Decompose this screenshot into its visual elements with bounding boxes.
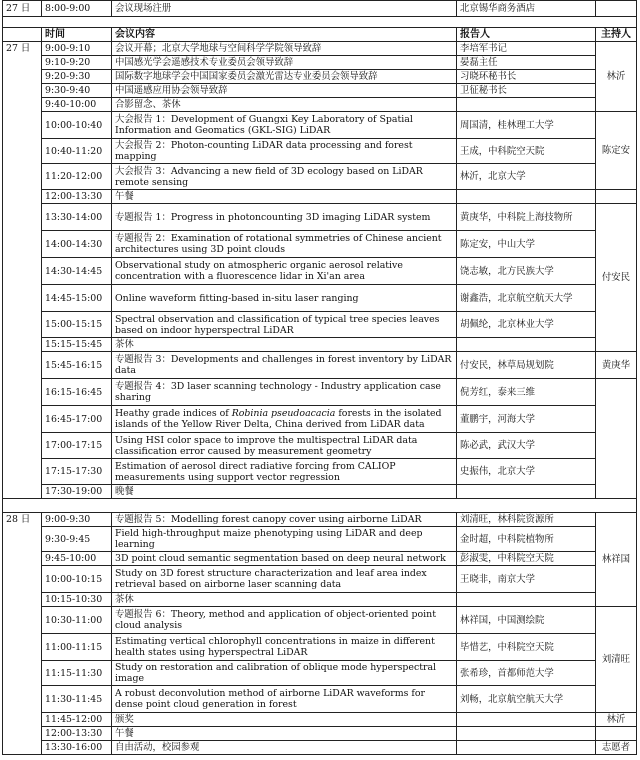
time-cell: 15:45-16:15: [42, 352, 112, 379]
speaker-cell: 习晓环秘书长: [457, 70, 596, 84]
time-cell: 17:15-17:30: [42, 459, 112, 485]
spacer-row: [3, 17, 637, 28]
table-row: [3, 527, 637, 552]
speaker-cell: 北京锡华商务酒店: [457, 1, 596, 17]
table-row: [3, 70, 637, 84]
table-row: [3, 593, 637, 607]
time-cell: 11:00-11:15: [42, 634, 112, 661]
table-row: [3, 112, 637, 139]
host-cell: 付安民: [596, 204, 637, 352]
table-row: [3, 433, 637, 459]
table-row: [3, 231, 637, 258]
speaker-cell: [457, 741, 596, 755]
time-cell: 9:30-9:45: [42, 527, 112, 552]
content-cell: 大会报告 3：Advancing a new field of 3D ecology based on LiDAR remote sensing: [112, 164, 457, 190]
content-cell: 专题报告 6：Theory, method and application of object-oriented point cloud analysis: [112, 607, 457, 634]
time-cell: 9:20-9:30: [42, 70, 112, 84]
day-label: 27 日: [3, 1, 42, 17]
table-row: [3, 513, 637, 527]
content-cell: 大会报告 2：Photon-counting LiDAR data processing and forest mapping: [112, 139, 457, 164]
time-cell: 13:30-14:00: [42, 204, 112, 231]
table-row: [3, 338, 637, 352]
speaker-cell: [457, 190, 596, 204]
time-cell: 15:15-15:45: [42, 338, 112, 352]
content-cell: [112, 406, 457, 433]
host-cell: 林沂: [596, 713, 637, 727]
content-cell: Estimating vertical chlorophyll concentrations in maize in different health states using hyperspectral LiDAR: [112, 634, 457, 661]
speaker-cell: 刘清旺，林科院资源所: [457, 513, 596, 527]
table-row: [3, 285, 637, 312]
speaker-cell: [457, 338, 596, 352]
content-cell: Study on 3D forest structure characterization and leaf area index retrieval based on airborne laser scanning data: [112, 566, 457, 593]
content-cell: Online waveform fitting-based in-situ laser ranging: [112, 285, 457, 312]
time-cell: 10:40-11:20: [42, 139, 112, 164]
content-cell: 中国感光学会遥感技术专业委员会领导致辞: [112, 56, 457, 70]
speaker-cell: 董鹏宇，河海大学: [457, 406, 596, 433]
host-cell: [596, 379, 637, 499]
host-cell: 林祥国: [596, 513, 637, 607]
time-cell: 9:00-9:30: [42, 513, 112, 527]
content-text: forests in the isolated islands of the Yellow River Delta, China derived from LiDAR data: [115, 408, 442, 430]
speaker-cell: 毕惜艺，中科院空天院: [457, 634, 596, 661]
time-cell: 8:00-9:00: [42, 1, 112, 17]
content-cell: 茶休: [112, 593, 457, 607]
table-row: [3, 258, 637, 285]
content-cell: 中国遥感应用协会领导致辞: [112, 84, 457, 98]
speaker-cell: 谢鑫浩，北京航空航天大学: [457, 285, 596, 312]
speaker-cell: [457, 727, 596, 741]
content-cell: 午餐: [112, 727, 457, 741]
speaker-cell: 陈必武，武汉大学: [457, 433, 596, 459]
content-cell: 午餐: [112, 190, 457, 204]
day-label: 27 日: [3, 42, 42, 499]
time-cell: 13:30-16:00: [42, 741, 112, 755]
speaker-cell: 胡佩纶，北京林业大学: [457, 312, 596, 338]
content-cell: Observational study on atmospheric organic aerosol relative concentration with a fluorescence lidar in Xi'an area: [112, 258, 457, 285]
time-cell: 9:30-9:40: [42, 84, 112, 98]
table-row: [3, 686, 637, 713]
table-row: [3, 713, 637, 727]
host-cell: 黄庚华: [596, 352, 637, 379]
table-row: [3, 84, 637, 98]
speaker-cell: 黄庚华，中科院上海技物所: [457, 204, 596, 231]
content-cell: Study on restoration and calibration of oblique mode hyperspectral image: [112, 661, 457, 686]
content-cell: 晚餐: [112, 485, 457, 499]
time-cell: 17:00-17:15: [42, 433, 112, 459]
speaker-cell: [457, 593, 596, 607]
header-host: 主持人: [596, 28, 637, 42]
content-text: Heathy grade indices of: [115, 408, 232, 419]
content-cell: 会议现场注册: [112, 1, 457, 17]
content-cell: 专题报告 3：Developments and challenges in forest inventory by LiDAR data: [112, 352, 457, 379]
content-cell: Spectral observation and classification of typical tree species leaves based on indoor hyperspectral LiDAR: [112, 312, 457, 338]
host-cell: [596, 727, 637, 741]
speaker-cell: [457, 485, 596, 499]
time-cell: 17:30-19:00: [42, 485, 112, 499]
speaker-cell: 王晓非，南京大学: [457, 566, 596, 593]
time-cell: 10:00-10:15: [42, 566, 112, 593]
time-cell: 11:45-12:00: [42, 713, 112, 727]
table-row: [3, 634, 637, 661]
speaker-cell: 陈定安，中山大学: [457, 231, 596, 258]
content-cell: 自由活动，校园参观: [112, 741, 457, 755]
table-row: [3, 727, 637, 741]
time-cell: 9:00-9:10: [42, 42, 112, 56]
header-speaker: 报告人: [457, 28, 596, 42]
speaker-cell: 倪芳红，泰来三维: [457, 379, 596, 406]
content-cell: Estimation of aerosol direct radiative forcing from CALIOP measurements using support vector regression: [112, 459, 457, 485]
host-cell: 陈定安: [596, 112, 637, 190]
header-row: [3, 28, 637, 42]
time-cell: 14:30-14:45: [42, 258, 112, 285]
speaker-cell: 史振伟，北京大学: [457, 459, 596, 485]
header-time: 时间: [42, 28, 112, 42]
time-cell: 15:00-15:15: [42, 312, 112, 338]
speaker-cell: 周国清，桂林理工大学: [457, 112, 596, 139]
time-cell: 10:00-10:40: [42, 112, 112, 139]
content-cell: 专题报告 5：Modelling forest canopy cover using airborne LiDAR: [112, 513, 457, 527]
speaker-cell: 王成，中科院空天院: [457, 139, 596, 164]
speaker-cell: 饶志敏，北方民族大学: [457, 258, 596, 285]
table-row: [3, 164, 637, 190]
table-row: [3, 98, 637, 112]
content-cell: 会议开幕；北京大学地球与空间科学学院领导致辞: [112, 42, 457, 56]
speaker-cell: 彭淑雯，中科院空天院: [457, 552, 596, 566]
time-cell: 14:00-14:30: [42, 231, 112, 258]
time-cell: 12:00-13:30: [42, 190, 112, 204]
time-cell: 16:15-16:45: [42, 379, 112, 406]
content-cell: Using HSI color space to improve the multispectral LiDAR data classification error caused by measurement geometry: [112, 433, 457, 459]
table-row: [3, 139, 637, 164]
speaker-cell: 晏磊主任: [457, 56, 596, 70]
table-row: [3, 566, 637, 593]
table-row: [3, 42, 637, 56]
table-row: [3, 204, 637, 231]
content-cell: 合影留念、茶休: [112, 98, 457, 112]
content-cell: Field high-throughput maize phenotyping using LiDAR and deep learning: [112, 527, 457, 552]
time-cell: 9:40-10:00: [42, 98, 112, 112]
content-cell: 专题报告 4：3D laser scanning technology - Industry application case sharing: [112, 379, 457, 406]
table-row: [3, 459, 637, 485]
table-row: [3, 661, 637, 686]
spacer-row: [3, 499, 637, 513]
species-name-italic: Robinia pseudoacacia: [231, 408, 336, 419]
time-cell: 14:45-15:00: [42, 285, 112, 312]
content-cell: 大会报告 1：Development of Guangxi Key Laboratory of Spatial Information and Geomatics (GKL-SIG) LiDAR: [112, 112, 457, 139]
table-row: [3, 552, 637, 566]
time-cell: 11:20-12:00: [42, 164, 112, 190]
speaker-cell: 刘畅，北京航空航天大学: [457, 686, 596, 713]
host-cell: [596, 190, 637, 204]
table-row: [3, 379, 637, 406]
speaker-cell: [457, 713, 596, 727]
speaker-cell: 张希珍，首都师范大学: [457, 661, 596, 686]
speaker-cell: 李培军书记: [457, 42, 596, 56]
host-cell: 志愿者: [596, 741, 637, 755]
day-label: 28 日: [3, 513, 42, 755]
host-cell: [596, 1, 637, 17]
table-row: [3, 352, 637, 379]
host-cell: 刘清旺: [596, 607, 637, 713]
table-row: [3, 56, 637, 70]
schedule-table: [2, 0, 637, 755]
content-cell: 3D point cloud semantic segmentation based on deep neural network: [112, 552, 457, 566]
speaker-cell: 林沂，北京大学: [457, 164, 596, 190]
speaker-cell: 卫征秘书长: [457, 84, 596, 98]
table-row: [3, 406, 637, 433]
content-cell: 专题报告 1：Progress in photoncounting 3D imaging LiDAR system: [112, 204, 457, 231]
content-cell: 颁奖: [112, 713, 457, 727]
table-row: [3, 607, 637, 634]
host-cell: 林沂: [596, 42, 637, 112]
time-cell: 10:30-11:00: [42, 607, 112, 634]
speaker-cell: 金时超，中科院植物所: [457, 527, 596, 552]
table-row: [3, 741, 637, 755]
speaker-cell: 付安民，林草局规划院: [457, 352, 596, 379]
table-row: [3, 190, 637, 204]
table-row: [3, 1, 637, 17]
header-content: 会议内容: [112, 28, 457, 42]
content-cell: 专题报告 2：Examination of rotational symmetries of Chinese ancient architectures using 3D point clouds: [112, 231, 457, 258]
time-cell: 9:10-9:20: [42, 56, 112, 70]
header-day: [3, 28, 42, 42]
speaker-cell: [457, 98, 596, 112]
time-cell: 10:15-10:30: [42, 593, 112, 607]
table-row: [3, 485, 637, 499]
content-cell: A robust deconvolution method of airborne LiDAR waveforms for dense point cloud generation in forest: [112, 686, 457, 713]
time-cell: 11:30-11:45: [42, 686, 112, 713]
speaker-cell: 林祥国，中国测绘院: [457, 607, 596, 634]
time-cell: 9:45-10:00: [42, 552, 112, 566]
time-cell: 12:00-13:30: [42, 727, 112, 741]
content-cell: 茶休: [112, 338, 457, 352]
time-cell: 16:45-17:00: [42, 406, 112, 433]
time-cell: 11:15-11:30: [42, 661, 112, 686]
table-row: [3, 312, 637, 338]
content-cell: 国际数字地球学会中国国家委员会激光雷达专业委员会领导致辞: [112, 70, 457, 84]
